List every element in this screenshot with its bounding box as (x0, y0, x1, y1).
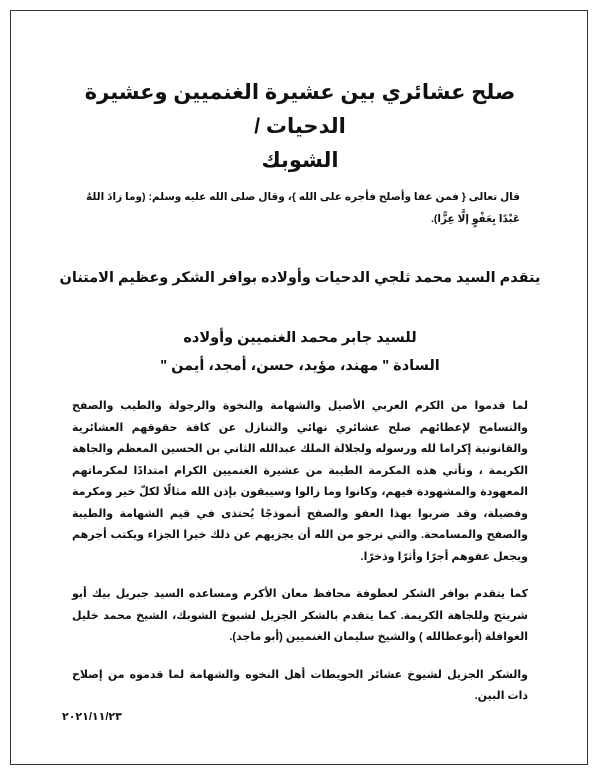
paragraph-line: سليمان الغنميين (أبو ماجد). (229, 631, 375, 643)
paragraph-line: عبدالله الثاني بن الحسين المعظم والجاهة الكريمة ، وتأتي هذه المكرمة الطيبة من عشيرة الغنميين الكرام (72, 443, 529, 477)
paragraph-3 (72, 665, 528, 708)
paragraph-2 (72, 584, 528, 649)
document-date: ٢٠٢١/١١/٢٣ (62, 710, 122, 723)
title-line-2: الشوبك (261, 149, 339, 172)
document-title (62, 76, 538, 178)
paragraph-line: كما يتقدم بوافر الشكر لعطوفة محافظ معان الأكرم ومساعده السيد جبريل بيك أبو شريتح وللجاهة (72, 588, 528, 622)
paragraph-1 (72, 396, 528, 568)
names-line: السادة " مهند، مؤيد، حسن، أمجد، أيمن " (160, 358, 440, 374)
paragraph-line: لما قدموا من الكرم العربي الأصيل والشهامة والنخوة والرجولة والطيب والصفح والتسامح لإعطائهم (72, 400, 529, 434)
title-line-1: صلح عشائري بين عشيرة الغنميين وعشيرة الدحيات / (84, 81, 516, 138)
thanks-line: يتقدم السيد محمد ثلجي الدحيات وأولاده بوافر الشكر وعظيم الامتنان (59, 270, 541, 286)
paragraph-line: صلح عشائري نهائي والتنازل عن كافة حقوقهم العشائرية والقانونية إكراما لله ورسوله ولجلالة الملك (72, 421, 529, 455)
paragraph-line: امتدادًا لمكرماتهم المعهودة والمشهودة فيهم، وكانوا وما زالوا وسيبقون بإذن الله مثالًا لكلّ خير ومكرمة (72, 464, 528, 498)
paragraph-line: الكريمة. كما يتقدم بالشكر الجزيل لشيوخ الشوبك، الشيخ محمد خليل الغوافلة (أبوعطالله ) والشيخ (72, 609, 528, 643)
paragraph-line: وفضيلة، وقد ضربوا بهذا العفو والصفح أنموذجًا يُحتذى في قيم الشهامة والطيبة والصفح والمسامحة. (72, 507, 528, 541)
verse-line-1: قال تعالى { فمن عفا وأصلح فأجره على الله }، وقال صلى الله عليه وسلم: (وما زادَ اللهُ عَبْدًا بِعَفْوٍ إلَّا (86, 191, 520, 225)
paragraph-line: والتي نرجو من الله أن يجزيهم عن ذلك خيرا الجزاء ويكتب أجرهم ويجعل عفوهم أجرًا وأثرًا وذخرًا. (72, 529, 528, 563)
recipient-line: للسيد جابر محمد الغنميين وأولاده (183, 330, 417, 346)
quran-hadith-quote (72, 186, 528, 230)
paragraph-line: والشكر الجزيل لشيوخ عشائر الحويطات أهل النخوه والشهامة لما قدموه من إصلاح ذات البين. (72, 668, 528, 702)
verse-line-2: عِزًّا). (430, 213, 455, 225)
